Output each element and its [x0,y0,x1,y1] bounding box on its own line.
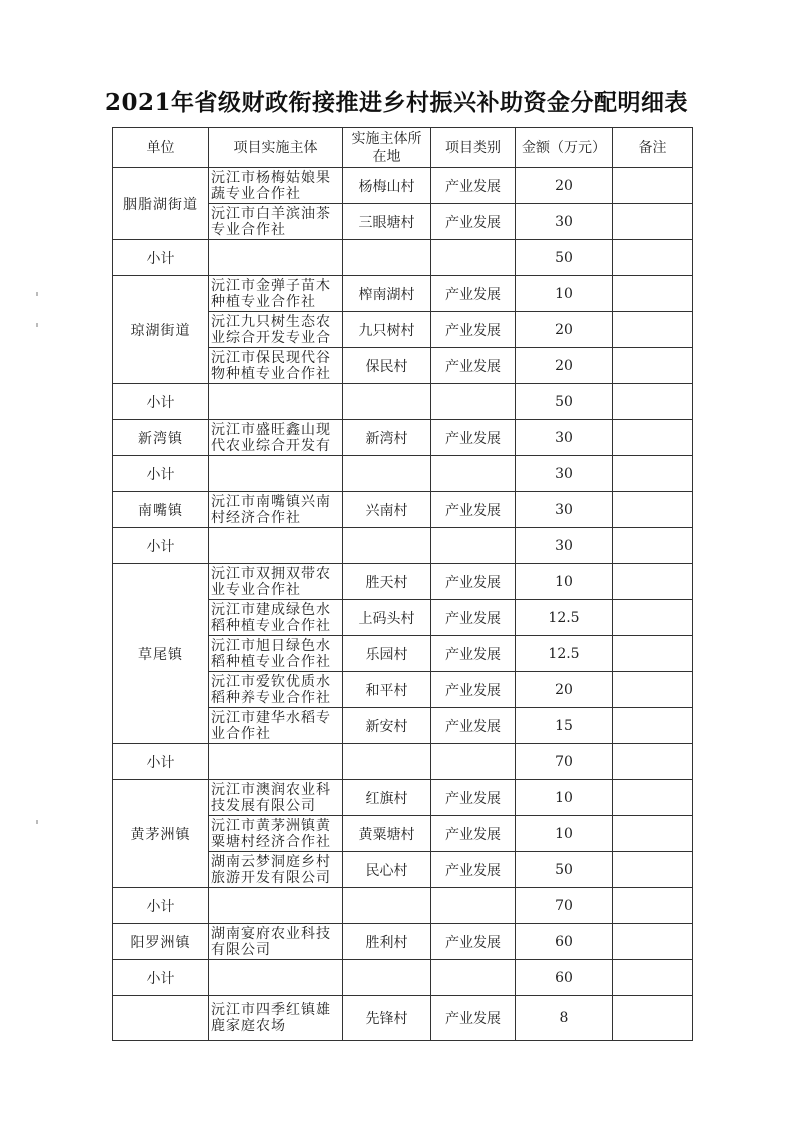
entity-cell: 沅江市建成绿色水稻种植专业合作社 [209,600,343,636]
amount-cell: 50 [516,852,613,888]
location-cell: 和平村 [343,672,431,708]
remark-cell [613,636,693,672]
unit-cell: 新湾镇 [113,420,209,456]
remark-cell [613,960,693,996]
subtotal-amount: 50 [516,240,613,276]
category-cell: 产业发展 [431,852,516,888]
remark-cell [613,276,693,312]
header-category: 项目类别 [431,128,516,168]
location-cell: 先锋村 [343,996,431,1041]
entity-cell: 沅江市黄茅洲镇黄粟塘村经济合作社 [209,816,343,852]
subtotal-amount: 70 [516,744,613,780]
category-cell: 产业发展 [431,312,516,348]
header-amount: 金额（万元） [516,128,613,168]
remark-cell [613,348,693,384]
subtotal-label: 小计 [113,744,209,780]
amount-cell: 10 [516,816,613,852]
subtotal-row [113,456,693,492]
amount-cell: 30 [516,204,613,240]
entity-cell: 沅江市金弹子苗木种植专业合作社 [209,276,343,312]
scan-speck [36,820,38,824]
category-cell: 产业发展 [431,924,516,960]
subtotal-amount: 70 [516,888,613,924]
empty-cell [431,960,516,996]
unit-cell: 胭脂湖街道 [113,168,209,240]
entity-cell: 沅江九只树生态农业综合开发专业合 [209,312,343,348]
scan-speck [36,323,38,327]
entity-cell: 沅江市爱钦优质水稻种养专业合作社 [209,672,343,708]
remark-cell [613,240,693,276]
location-cell: 胜天村 [343,564,431,600]
category-cell: 产业发展 [431,780,516,816]
remark-cell [613,600,693,636]
entity-cell: 沅江市南嘴镇兴南村经济合作社 [209,492,343,528]
remark-cell [613,780,693,816]
entity-cell: 沅江市四季红镇雄鹿家庭农场 [209,996,343,1041]
amount-cell: 10 [516,780,613,816]
empty-cell [209,456,343,492]
subtotal-label: 小计 [113,456,209,492]
remark-cell [613,528,693,564]
remark-cell [613,312,693,348]
category-cell: 产业发展 [431,996,516,1041]
subtotal-label: 小计 [113,960,209,996]
empty-cell [431,456,516,492]
subtotal-label: 小计 [113,888,209,924]
scan-speck [36,292,38,296]
subtotal-row [113,960,693,996]
subtotal-amount: 60 [516,960,613,996]
location-cell: 乐园村 [343,636,431,672]
location-cell: 保民村 [343,348,431,384]
location-cell: 榨南湖村 [343,276,431,312]
entity-cell: 沅江市双拥双带农业专业合作社 [209,564,343,600]
empty-cell [343,888,431,924]
amount-cell: 12.5 [516,600,613,636]
table-row [113,420,693,456]
category-cell: 产业发展 [431,672,516,708]
table-row [113,924,693,960]
remark-cell [613,852,693,888]
empty-cell [343,384,431,420]
amount-cell: 30 [516,420,613,456]
remark-cell [613,420,693,456]
empty-cell [431,384,516,420]
category-cell: 产业发展 [431,600,516,636]
category-cell: 产业发展 [431,564,516,600]
amount-cell: 10 [516,276,613,312]
category-cell: 产业发展 [431,420,516,456]
category-cell: 产业发展 [431,492,516,528]
amount-cell: 12.5 [516,636,613,672]
amount-cell: 20 [516,312,613,348]
header-remark: 备注 [613,128,693,168]
category-cell: 产业发展 [431,636,516,672]
header-entity: 项目实施主体 [209,128,343,168]
header-location: 实施主体所在地 [343,128,431,168]
page-title: 2021年省级财政衔接推进乡村振兴补助资金分配明细表 [104,89,688,116]
table-row [113,996,693,1041]
subtotal-label: 小计 [113,384,209,420]
entity-cell: 湖南云梦洞庭乡村旅游开发有限公司 [209,852,343,888]
remark-cell [613,996,693,1041]
amount-cell: 60 [516,924,613,960]
location-cell: 胜利村 [343,924,431,960]
header-unit: 单位 [113,128,209,168]
empty-cell [431,888,516,924]
table-header-row [113,128,693,168]
location-cell: 民心村 [343,852,431,888]
remark-cell [613,456,693,492]
location-cell: 黄粟塘村 [343,816,431,852]
subtotal-amount: 30 [516,456,613,492]
empty-cell [343,744,431,780]
table-row [113,492,693,528]
remark-cell [613,888,693,924]
subtotal-amount: 50 [516,384,613,420]
category-cell: 产业发展 [431,348,516,384]
subtotal-row [113,240,693,276]
empty-cell [431,744,516,780]
remark-cell [613,816,693,852]
empty-cell [209,888,343,924]
location-cell: 新湾村 [343,420,431,456]
entity-cell: 沅江市盛旺鑫山现代农业综合开发有 [209,420,343,456]
entity-cell: 沅江市白羊滨油茶专业合作社 [209,204,343,240]
location-cell: 九只树村 [343,312,431,348]
amount-cell: 20 [516,168,613,204]
unit-cell: 阳罗洲镇 [113,924,209,960]
empty-cell [343,240,431,276]
category-cell: 产业发展 [431,168,516,204]
unit-cell: 黄茅洲镇 [113,780,209,888]
remark-cell [613,204,693,240]
empty-cell [209,240,343,276]
category-cell: 产业发展 [431,816,516,852]
table-row [113,168,693,204]
empty-cell [209,744,343,780]
table-row [113,564,693,600]
empty-cell [209,384,343,420]
unit-cell [113,996,209,1041]
amount-cell: 20 [516,348,613,384]
subtotal-row [113,744,693,780]
location-cell: 红旗村 [343,780,431,816]
remark-cell [613,384,693,420]
entity-cell: 沅江市建华水稻专业合作社 [209,708,343,744]
location-cell: 杨梅山村 [343,168,431,204]
empty-cell [343,960,431,996]
amount-cell: 20 [516,672,613,708]
category-cell: 产业发展 [431,276,516,312]
amount-cell: 15 [516,708,613,744]
empty-cell [431,528,516,564]
empty-cell [209,960,343,996]
subtotal-amount: 30 [516,528,613,564]
entity-cell: 沅江市杨梅姑娘果蔬专业合作社 [209,168,343,204]
unit-cell: 草尾镇 [113,564,209,744]
remark-cell [613,492,693,528]
location-cell: 上码头村 [343,600,431,636]
remark-cell [613,744,693,780]
entity-cell: 湖南宴府农业科技有限公司 [209,924,343,960]
subtotal-row [113,888,693,924]
category-cell: 产业发展 [431,708,516,744]
entity-cell: 沅江市澳润农业科技发展有限公司 [209,780,343,816]
subtotal-label: 小计 [113,240,209,276]
entity-cell: 沅江市保民现代谷物种植专业合作社 [209,348,343,384]
subtotal-row [113,384,693,420]
table-body [113,168,693,1041]
amount-cell: 30 [516,492,613,528]
subtotal-label: 小计 [113,528,209,564]
table-row [113,780,693,816]
empty-cell [343,528,431,564]
amount-cell: 10 [516,564,613,600]
remark-cell [613,924,693,960]
location-cell: 三眼塘村 [343,204,431,240]
category-cell: 产业发展 [431,204,516,240]
amount-cell: 8 [516,996,613,1041]
allocation-table [112,127,693,1041]
table-row [113,276,693,312]
remark-cell [613,168,693,204]
unit-cell: 琼湖街道 [113,276,209,384]
remark-cell [613,708,693,744]
unit-cell: 南嘴镇 [113,492,209,528]
remark-cell [613,672,693,708]
location-cell: 新安村 [343,708,431,744]
empty-cell [431,240,516,276]
entity-cell: 沅江市旭日绿色水稻种植专业合作社 [209,636,343,672]
empty-cell [209,528,343,564]
location-cell: 兴南村 [343,492,431,528]
subtotal-row [113,528,693,564]
remark-cell [613,564,693,600]
empty-cell [343,456,431,492]
